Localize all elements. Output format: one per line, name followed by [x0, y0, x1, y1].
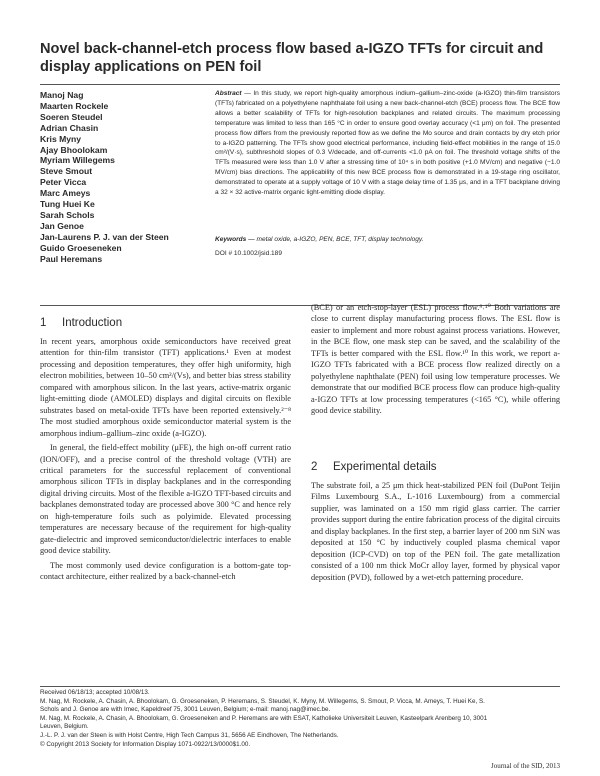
footnote-line: Leuven, Belgium. [40, 723, 89, 731]
paragraph: The substrate foil, a 25 μm thick heat-stabilized PEN foil (DuPont Teijin Films Luxembourg S.A., L-1016 Luxembourg) from a commercial supplier, was laminated on a 150 mm rigid glass carrier. The carrier provides support during the entire fabrication process of the digital circuits and display backplanes. In the first step, a barrier layer of 200 nm SiN was deposited at 150 °C by inductively coupled plasma chemical vapor deposition (ICP-CVD) on top of the PEN foil. The gate metallization consisted of a 100 nm thick MoCr alloy layer, formed by physical vapor deposition (PVD), followed by a wet-etch patterning procedure. [311, 481, 560, 582]
author-name: Jan-Laurens P. J. van der Steen [40, 231, 169, 242]
abstract-text: — In this study, we report high-quality amorphous indium–gallium–zinc-oxide (a-IGZO) thin-film transistors (TFTs) fabricated on a polyethylene naphthalate foil using a new back-channel-etch (BCE) process flow. The BCE flow allows a better scalability of TFTs for high-resolution backplanes and related circuits. The maximum processing temperature was limited to less than 165 °C in order to ensure good overlay accuracy (<1 μm) on foil. The presented process flow differs from the previously reported flow as we define the Mo source and drain contacts by dry etch prior to a-IGZO patterning. The TFTs show good electrical performance, including field-effect mobilities in the range of 15.0 cm²/(V·s), subthreshold slopes of 0.3 V/decade, and off-currents <1.0 pA on foil. The threshold voltage shifts of the TFTs measured were less than 1.0 V after a stressing time of 10⁴ s in both positive (+1.0 MV/cm) and negative (−1.0 MV/cm) bias directions. The applicability of this new BCE process flow is demonstrated in a 19-stage ring oscillator, demonstrated to operate at a supply voltage of 10 V with a stage delay time of 1.35 μs, and in a TFT backplane driving a 32 × 32 active-matrix organic light-emitting diode display. [215, 90, 560, 197]
footnotes [40, 689, 560, 749]
author-name: Myriam Willegems [40, 155, 115, 166]
keywords-text: — metal oxide, a-IGZO, PEN, BCE, TFT, display technology. [248, 236, 424, 243]
abstract [215, 89, 560, 198]
author-name: Manoj Nag [40, 90, 84, 100]
section-title: Experimental details [333, 461, 437, 473]
footnote-line: Schols and J. Genoe are with Imec, Kapeldreef 75, 3001 Leuven, Belgium; e-mail: manoj.nag@imec.be. [40, 706, 331, 714]
footnote-line: © Copyright 2013 Society for Information Display 1071-0922/13/0000$1.00. [40, 740, 251, 748]
author-name: Paul Heremans [40, 253, 103, 264]
author-name: Guido Groeseneken [40, 242, 122, 253]
author-name: Marc Ameys [40, 188, 91, 199]
author-name: Peter Vicca [40, 177, 87, 188]
paper-title: Novel back-channel-etch process flow based a-IGZO TFTs for circuit and display applications on PEN foil [40, 41, 544, 75]
right-column-experimental [311, 480, 560, 583]
footnote-rule [40, 686, 560, 687]
abstract-label: Abstract [215, 90, 242, 97]
author-name: Sarah Schols [40, 209, 95, 220]
footnote-line: M. Nag, M. Rockele, A. Chasin, A. Bhoolokam, G. Groeseneken and P. Heremans are with ESAT, Katholieke Universiteit Leuven, Kasteelpark Arenberg 10, 3001 [40, 714, 488, 722]
paragraph: In general, the field-effect mobility (μFE), the high on-off current ratio (ION/OFF), and a precise control of the threshold voltage (VTH) are critical parameters for the successful replacement of conventional amorphous silicon TFTs in display backplanes and in the corresponding digital driving circuits. Most of the flexible a-IGZO TFT-based circuits and backplanes demonstrated today are processed above 300 °C and hence rely on high-temperature foils such as polyimide. Elevated processing temperatures are necessary because of the requirement for high-quality gate-dielectric and improved semiconductor/dielectric interfaces to enable good device stability. [40, 443, 291, 556]
left-column [40, 336, 291, 583]
section-heading-experimental [311, 460, 437, 474]
footnote-line: M. Nag, M. Rockele, A. Chasin, A. Bhoolokam, G. Groeseneken, P. Heremans, S. Steudel, K. Myny, M. Willegems, S. Smout, P. Vicca, M. Ameys, T. Huei Ke, S. [40, 697, 485, 705]
doi: DOI # 10.1002/jsid.189 [215, 250, 282, 257]
section-number: 2 [311, 461, 318, 473]
footnote-line: J.-L. P. J. van der Steen is with Holst Centre, High Tech Campus 31, 5656 AE Eindhoven, The Netherlands. [40, 731, 339, 739]
section-number: 1 [40, 317, 47, 329]
author-list [40, 90, 200, 265]
section-heading-introduction [40, 316, 122, 330]
author-name: Jan Genoe [40, 220, 84, 231]
paragraph: In recent years, amorphous oxide semiconductors have received great attention for thin-film transistor (TFT) applications.¹ Even at modest processing and deposition temperatures, they offer high uniformity, high electron mobilities, between 10–50 cm²/(Vs), and better bias stress stability compared with amorphous silicon. In the last years, active-matrix organic light-emitting diode (AMOLED) displays and digital circuits on flexible substrates based on metal-oxide TFTs have been reported extensively.²⁻⁸ The most studied amorphous oxide semiconductor material system is the amorphous indium–gallium–zinc oxide (a-IGZO). [40, 337, 291, 438]
author-name: Steve Smout [40, 166, 93, 177]
section-title: Introduction [62, 317, 123, 329]
journal-footer: Journal of the SID, 2013 [490, 762, 560, 770]
footnote-line: Received 06/18/13; accepted 10/08/13. [40, 689, 150, 696]
author-name: Soeren Steudel [40, 111, 103, 122]
header-rule [40, 84, 560, 85]
author-name: Maarten Rockele [40, 100, 109, 111]
right-column-continuation [311, 302, 560, 417]
paragraph: (BCE) or an etch-stop-layer (ESL) process flow.⁹˒¹⁰ Both variations are close to current display manufacturing process flows. The ESL flow is easier to implement and more robust against process variations. However, in the BCE flow, one mask step can be saved, and the scalability of the TFTs is better compared with the ESL flow.¹⁰ In this work, we report a-IGZO TFTs fabricated with a BCE process flow realized directly on a polyethylene naphthalate (PEN) foil using low temperature processes. We demonstrate that our modified BCE process flow can produce high-quality a-IGZO TFTs at low processing temperatures (<165 °C), while offering good device stability. [311, 303, 560, 416]
keywords-label: Keywords [215, 236, 247, 243]
author-name: Kris Myny [40, 133, 82, 144]
keywords [215, 235, 560, 245]
author-name: Tung Huei Ke [40, 199, 95, 210]
author-name: Adrian Chasin [40, 122, 99, 133]
author-name: Ajay Bhoolokam [40, 144, 108, 155]
paragraph: The most commonly used device configuration is a bottom-gate top-contact architecture, either realized by a back-channel-etch [40, 560, 291, 582]
